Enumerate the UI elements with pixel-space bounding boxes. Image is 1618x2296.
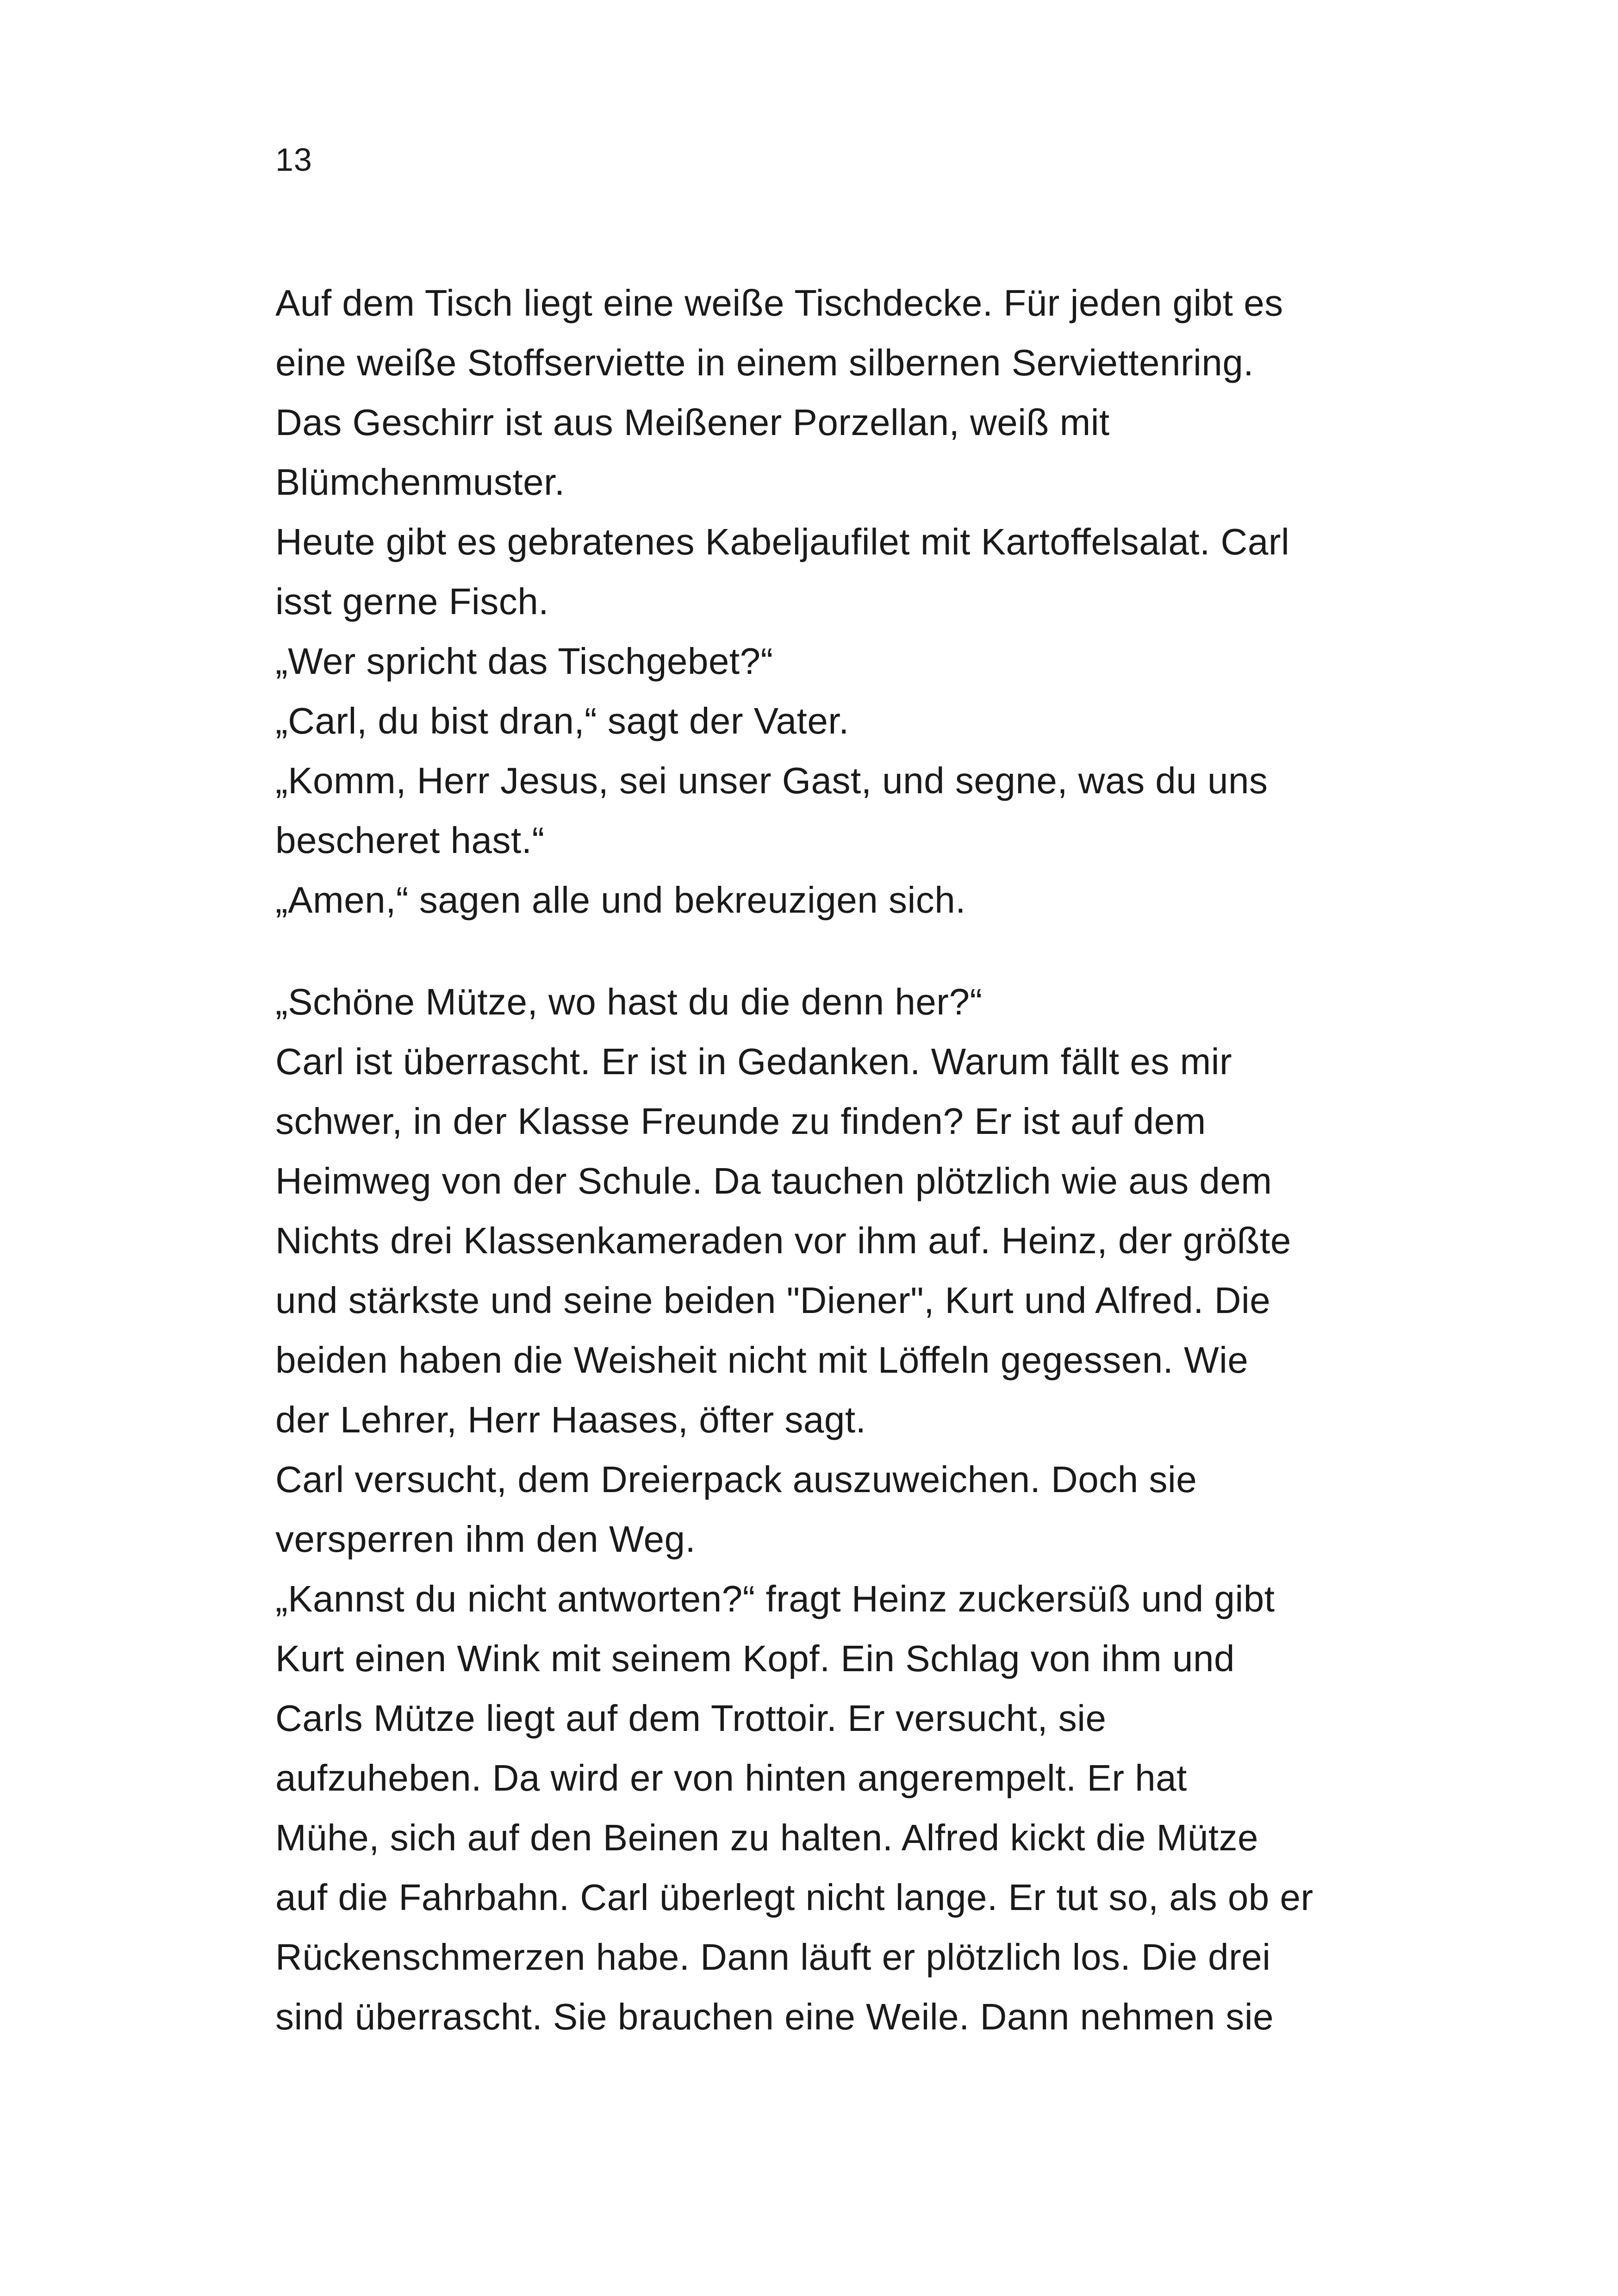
text-line: eine weiße Stoffserviette in einem silbernen Serviettenring.: [275, 342, 1254, 383]
text-line: Rückenschmerzen habe. Dann läuft er plötzlich los. Die drei: [275, 1936, 1271, 1978]
text-line: Kurt einen Wink mit seinem Kopf. Ein Schlag von ihm und: [275, 1638, 1235, 1679]
text-line: auf die Fahrbahn. Carl überlegt nicht lange. Er tut so, als ob er: [275, 1877, 1313, 1918]
text-line: Auf dem Tisch liegt eine weiße Tischdecke. Für jeden gibt es: [275, 282, 1283, 324]
text-line: „Komm, Herr Jesus, sei unser Gast, und segne, was du uns: [275, 760, 1268, 801]
text-line: „Amen,“ sagen alle und bekreuzigen sich.: [275, 879, 966, 921]
paragraph-block-cap: [275, 972, 1432, 2047]
text-line: „Kannst du nicht antworten?“ fragt Heinz zuckersüß und gibt: [275, 1578, 1275, 1619]
paragraph-block-dinner: [275, 273, 1432, 930]
text-line: Nichts drei Klassenkameraden vor ihm auf. Heinz, der größte: [275, 1220, 1291, 1261]
text-line: der Lehrer, Herr Haases, öfter sagt.: [275, 1399, 866, 1440]
text-line: „Carl, du bist dran,“ sagt der Vater.: [275, 700, 849, 741]
text-line: isst gerne Fisch.: [275, 581, 549, 622]
text-line: „Schöne Mütze, wo hast du die denn her?“: [275, 981, 983, 1022]
text-line: Blümchenmuster.: [275, 461, 565, 503]
text-line: und stärkste und seine beiden "Diener", Kurt und Alfred. Die: [275, 1280, 1271, 1321]
text-line: beiden haben die Weisheit nicht mit Löffeln gegessen. Wie: [275, 1339, 1249, 1381]
text-line: „Wer spricht das Tischgebet?“: [275, 641, 773, 682]
text-line: Heimweg von der Schule. Da tauchen plötzlich wie aus dem: [275, 1160, 1272, 1201]
text-line: Das Geschirr ist aus Meißener Porzellan, weiß mit: [275, 402, 1110, 443]
text-line: Carls Mütze liegt auf dem Trottoir. Er versucht, sie: [275, 1698, 1107, 1739]
text-line: versperren ihm den Weg.: [275, 1518, 696, 1560]
text-line: schwer, in der Klasse Freunde zu finden? Er ist auf dem: [275, 1101, 1206, 1142]
page-number: 13: [275, 142, 312, 178]
text-line: Carl versucht, dem Dreierpack auszuweichen. Doch sie: [275, 1459, 1197, 1500]
text-line: sind überrascht. Sie brauchen eine Weile. Dann nehmen sie: [275, 1996, 1274, 2037]
text-line: aufzuheben. Da wird er von hinten angerempelt. Er hat: [275, 1757, 1187, 1798]
text-line: Carl ist überrascht. Er ist in Gedanken. Warum fällt es mir: [275, 1041, 1232, 1082]
text-line: bescheret hast.“: [275, 820, 545, 861]
text-line: Heute gibt es gebratenes Kabeljaufilet mit Kartoffelsalat. Carl: [275, 521, 1290, 562]
text-line: Mühe, sich auf den Beinen zu halten. Alfred kickt die Mütze: [275, 1817, 1259, 1858]
